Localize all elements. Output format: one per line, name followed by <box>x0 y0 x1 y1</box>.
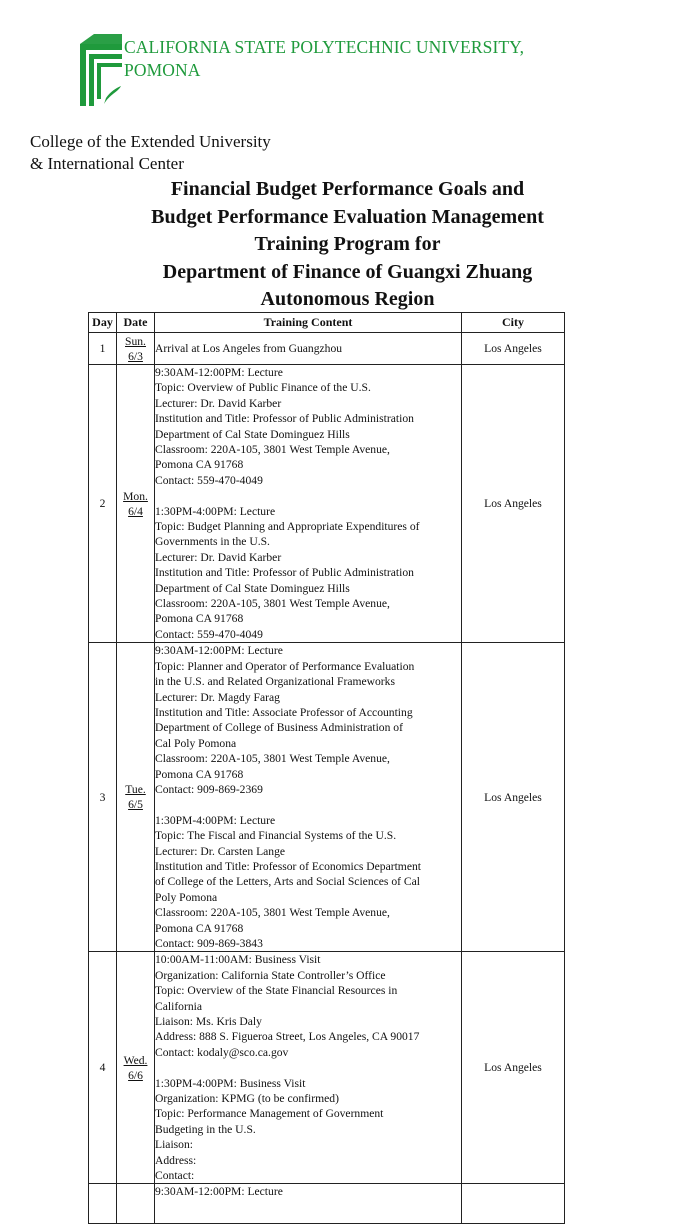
date-cell <box>117 952 155 1184</box>
day-cell: 3 <box>89 643 117 952</box>
content-line: Classroom: 220A-105, 3801 West Temple Avenue, <box>155 752 390 766</box>
content-line: Lecturer: Dr. Magdy Farag <box>155 690 280 704</box>
table-row <box>89 365 565 643</box>
content-line: Department of College of Business Administration of <box>155 721 403 735</box>
content-line: Organization: California State Controller’s Office <box>155 968 386 982</box>
content-line: Topic: Overview of the State Financial Resources in <box>155 984 398 998</box>
title-line: Training Program for <box>254 233 441 255</box>
content-line: Institution and Title: Associate Professor of Accounting <box>155 705 413 719</box>
date-label: 6/3 <box>128 349 143 363</box>
content-line: 9:30AM-12:00PM: Lecture <box>155 1185 283 1199</box>
date-cell <box>117 333 155 365</box>
cal-poly-pomona-logo-icon <box>80 34 122 106</box>
content-line: Lecturer: Dr. Carsten Lange <box>155 844 286 858</box>
day-cell: 4 <box>89 952 117 1184</box>
content-line <box>155 488 461 503</box>
content-line: Contact: 909-869-2369 <box>155 782 263 796</box>
content-line: Topic: Planner and Operator of Performance Evaluation <box>155 659 415 673</box>
college-name-line1: College of the Extended University <box>30 132 271 151</box>
header-date: Date <box>117 313 155 333</box>
college-name-line2: & International Center <box>30 154 184 173</box>
university-name-line2: POMONA <box>124 60 201 80</box>
content-line: Pomona CA 91768 <box>155 921 244 935</box>
content-line: Institution and Title: Professor of Public Administration <box>155 566 414 580</box>
date-label: 6/5 <box>128 798 143 812</box>
content-line: Topic: The Fiscal and Financial Systems of the U.S. <box>155 829 397 843</box>
content-line: Governments in the U.S. <box>155 535 270 549</box>
content-line: Classroom: 220A-105, 3801 West Temple Avenue, <box>155 443 390 457</box>
content-line: Classroom: 220A-105, 3801 West Temple Avenue, <box>155 597 390 611</box>
title-line: Financial Budget Performance Goals and <box>170 178 525 200</box>
content-line: Lecturer: Dr. David Karber <box>155 396 282 410</box>
weekday-label: Sun. <box>125 334 146 348</box>
content-line: Topic: Budget Planning and Appropriate Expenditures of <box>155 520 420 534</box>
table-row <box>89 333 565 365</box>
content-line: Organization: KPMG (to be confirmed) <box>155 1092 339 1106</box>
content-line: 1:30PM-4:00PM: Lecture <box>155 813 276 827</box>
date-label: 6/6 <box>128 1068 143 1082</box>
table-row <box>89 952 565 1184</box>
city-cell <box>462 1184 565 1224</box>
table-row <box>89 643 565 952</box>
content-line: Institution and Title: Professor of Economics Department <box>155 859 421 873</box>
day-cell: 1 <box>89 333 117 365</box>
content-line: 9:30AM-12:00PM: Lecture <box>155 644 283 658</box>
training-content-cell <box>155 1184 462 1224</box>
city-cell: Los Angeles <box>462 952 565 1184</box>
city-cell: Los Angeles <box>462 333 565 365</box>
content-line: 1:30PM-4:00PM: Lecture <box>155 504 276 518</box>
content-line: 9:30AM-12:00PM: Lecture <box>155 366 283 379</box>
date-label: 6/4 <box>128 504 143 518</box>
header-city: City <box>462 313 565 333</box>
content-line: Topic: Performance Management of Government <box>155 1107 384 1121</box>
content-line: Classroom: 220A-105, 3801 West Temple Avenue, <box>155 906 390 920</box>
content-line: Arrival at Los Angeles from Guangzhou <box>155 341 343 355</box>
day-cell <box>89 1184 117 1224</box>
weekday-label: Mon. <box>123 489 148 503</box>
content-line: Liaison: <box>155 1138 193 1152</box>
content-line: Institution and Title: Professor of Public Administration <box>155 412 414 426</box>
university-name <box>124 36 524 82</box>
content-line: 10:00AM-11:00AM: Business Visit <box>155 953 321 967</box>
content-line: Liaison: Ms. Kris Daly <box>155 1015 262 1029</box>
header-training-content: Training Content <box>155 313 462 333</box>
table-row <box>89 1184 565 1224</box>
content-line: Cal Poly Pomona <box>155 736 237 750</box>
schedule-table <box>88 312 565 1224</box>
training-content-cell <box>155 952 462 1184</box>
date-cell <box>117 643 155 952</box>
content-line <box>155 1060 461 1075</box>
title-line: Budget Performance Evaluation Management <box>151 205 544 228</box>
header-day: Day <box>89 313 117 333</box>
table-header-row <box>89 313 565 333</box>
program-title <box>80 176 615 314</box>
college-name <box>30 131 271 175</box>
content-line: Contact: 559-470-4049 <box>155 627 263 641</box>
content-line: Department of Cal State Dominguez Hills <box>155 427 350 441</box>
content-line: Pomona CA 91768 <box>155 767 244 781</box>
city-cell: Los Angeles <box>462 365 565 643</box>
university-name-line1: CALIFORNIA STATE POLYTECHNIC UNIVERSITY, <box>124 37 525 57</box>
weekday-label: Tue. <box>125 783 146 797</box>
content-line: of College of the Letters, Arts and Social Sciences of Cal <box>155 875 420 889</box>
day-cell: 2 <box>89 365 117 643</box>
city-cell: Los Angeles <box>462 643 565 952</box>
title-line: Department of Finance of Guangxi Zhuang <box>162 260 533 283</box>
content-line: Address: 888 S. Figueroa Street, Los Angeles, CA 90017 <box>155 1030 420 1044</box>
content-line: California <box>155 999 203 1013</box>
date-cell <box>117 1184 155 1224</box>
training-content-cell <box>155 643 462 952</box>
content-line: Contact: kodaly@sco.ca.gov <box>155 1045 289 1059</box>
content-line: Department of Cal State Dominguez Hills <box>155 581 350 595</box>
training-content-cell <box>155 365 462 643</box>
content-line: Budgeting in the U.S. <box>155 1122 256 1136</box>
content-line: in the U.S. and Related Organizational Frameworks <box>155 675 395 689</box>
content-line: Lecturer: Dr. David Karber <box>155 550 282 564</box>
title-line: Autonomous Region <box>260 288 435 310</box>
training-content-cell <box>155 333 462 365</box>
content-line: Topic: Overview of Public Finance of the U.S. <box>155 381 371 395</box>
date-cell <box>117 365 155 643</box>
schedule-body <box>89 333 565 1224</box>
content-line: Pomona CA 91768 <box>155 612 244 626</box>
content-line: Contact: <box>155 1169 195 1183</box>
weekday-label: Wed. <box>123 1053 148 1067</box>
content-line: Contact: 909-869-3843 <box>155 937 263 950</box>
content-line <box>155 797 461 812</box>
content-line: Contact: 559-470-4049 <box>155 473 263 487</box>
content-line: 1:30PM-4:00PM: Business Visit <box>155 1076 306 1090</box>
content-line: Address: <box>155 1153 197 1167</box>
content-line: Pomona CA 91768 <box>155 458 244 472</box>
content-line: Poly Pomona <box>155 890 218 904</box>
